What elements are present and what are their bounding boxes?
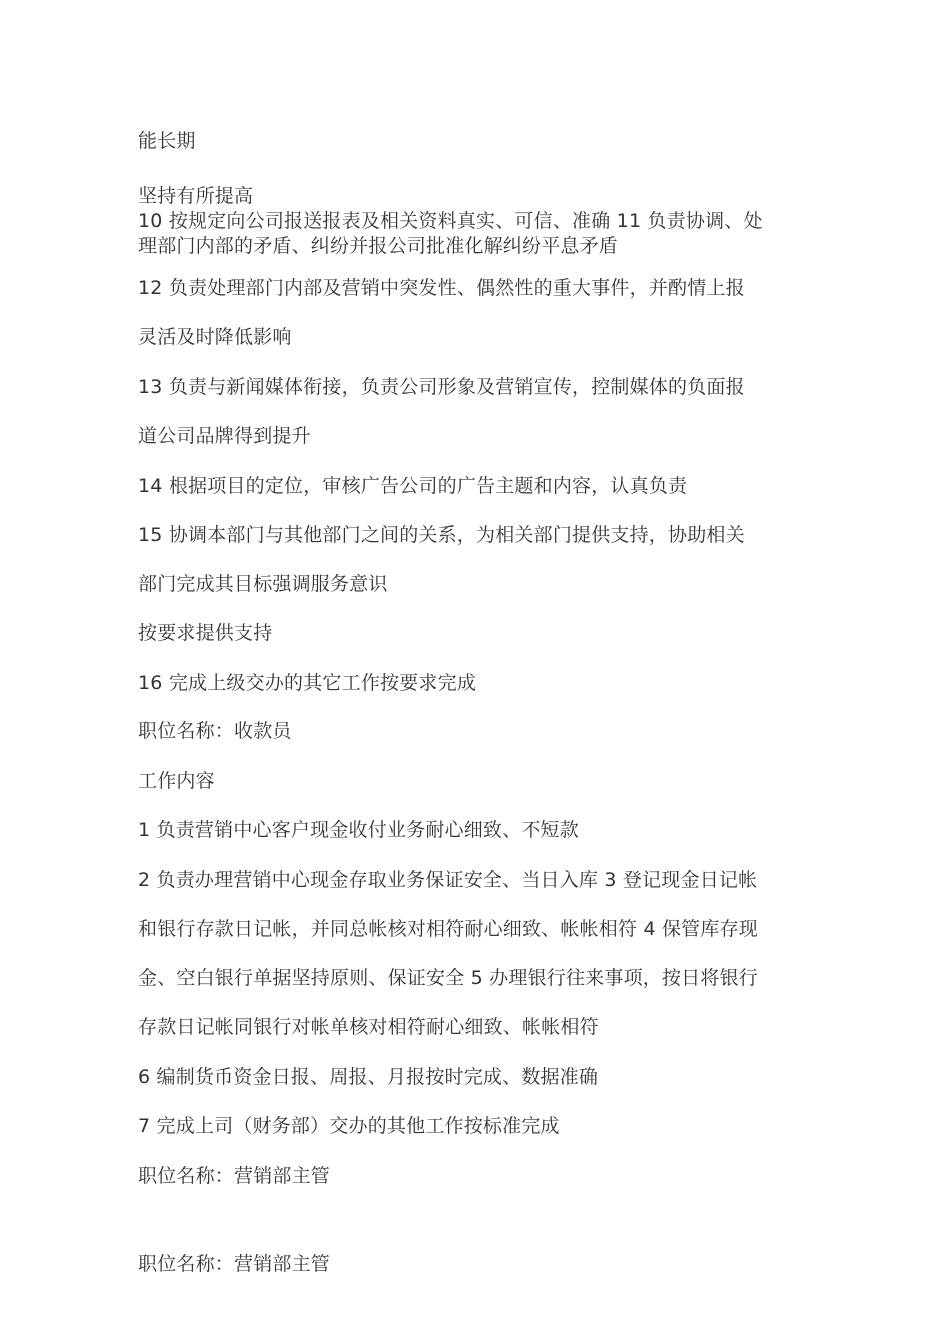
text-line: 7 完成上司（财务部）交办的其他工作按标准完成	[138, 1115, 560, 1137]
text-line: 和银行存款日记帐，并同总帐核对相符耐心细致、帐帐相符 4 保管库存现	[138, 918, 758, 940]
text-line: 部门完成其目标强调服务意识	[138, 573, 388, 595]
text-line: 1 负责营销中心客户现金收付业务耐心细致、不短款	[138, 819, 579, 841]
text-line: 职位名称：营销部主管	[138, 1253, 331, 1275]
text-line: 职位名称：收款员	[138, 720, 292, 742]
text-line: 道公司品牌得到提升	[138, 425, 311, 447]
text-line: 按要求提供支持	[138, 622, 273, 644]
text-line: 坚持有所提高	[138, 185, 254, 207]
text-line: 灵活及时降低影响	[138, 326, 292, 348]
text-line: 理部门内部的矛盾、纠纷并报公司批准化解纠纷平息矛盾	[138, 235, 619, 257]
text-line: 存款日记帐同银行对帐单核对相符耐心细致、帐帐相符	[138, 1016, 599, 1038]
text-line: 金、空白银行单据坚持原则、保证安全 5 办理银行往来事项，按日将银行	[138, 967, 758, 989]
text-line: 13 负责与新闻媒体衔接，负责公司形象及营销宣传，控制媒体的负面报	[138, 376, 745, 398]
text-line: 10 按规定向公司报送报表及相关资料真实、可信、准确 11 负责协调、处	[138, 210, 763, 232]
text-line: 2 负责办理营销中心现金存取业务保证安全、当日入库 3 登记现金日记帐	[138, 869, 758, 891]
text-line: 14 根据项目的定位，审核广告公司的广告主题和内容，认真负责	[138, 475, 688, 497]
text-line: 职位名称：营销部主管	[138, 1165, 331, 1187]
text-line: 工作内容	[138, 770, 215, 792]
text-line: 6 编制货币资金日报、周报、月报按时完成、数据准确	[138, 1066, 599, 1088]
text-line: 16 完成上级交办的其它工作按要求完成	[138, 672, 477, 694]
text-line: 12 负责处理部门内部及营销中突发性、偶然性的重大事件，并酌情上报	[138, 277, 745, 299]
text-line: 能长期	[138, 130, 196, 152]
text-line: 15 协调本部门与其他部门之间的关系，为相关部门提供支持，协助相关	[138, 524, 745, 546]
